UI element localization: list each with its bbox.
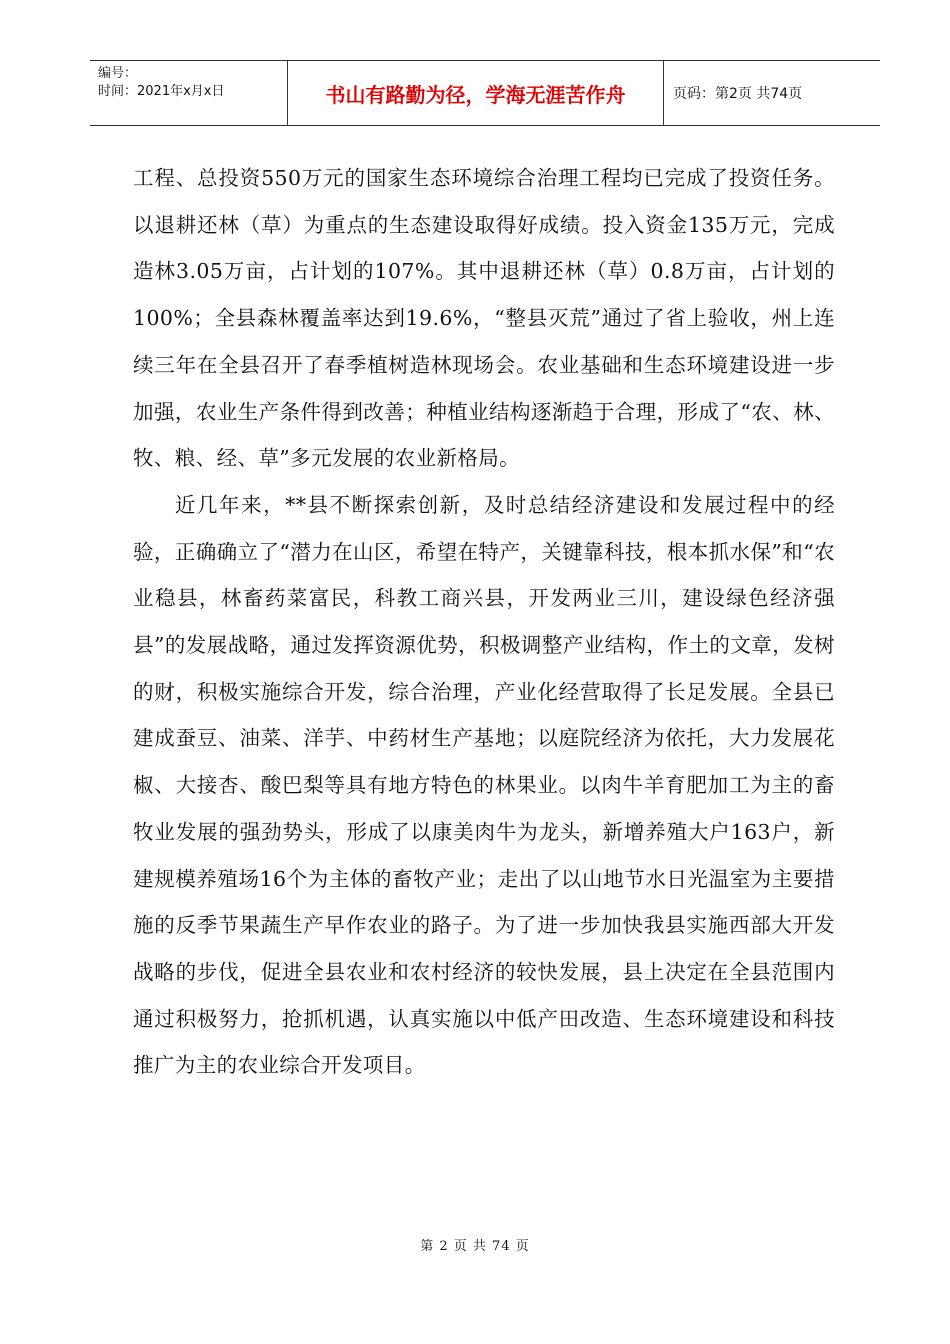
- document-body: [133, 155, 835, 1089]
- body-paragraph-1: 工程、总投资550万元的国家生态环境综合治理工程均已完成了投资任务。以退耕还林（草）为重点的生态建设取得好成绩。投入资金135万元，完成造林3.05万亩，占计划的107%。其中退耕还林（草）0.8万亩，占计划的100%；全县森林覆盖率达到19.6%，“整县灭荒”通过了省上验收，州上连续三年在全县召开了春季植树造林现场会。农业基础和生态环境建设进一步加强，农业生产条件得到改善；种植业结构逐渐趋于合理，形成了“农、林、牧、粮、经、草”多元发展的农业新格局。: [133, 166, 835, 471]
- header-meta: [90, 61, 288, 125]
- header-motto: 书山有路勤为径，学海无涯苦作舟: [288, 61, 664, 125]
- document-time-label: 时间：2021年x月x日: [98, 84, 225, 99]
- document-header: [90, 60, 880, 126]
- page-footer: 第 2 页 共 74 页: [420, 1239, 530, 1254]
- header-page-info: 页码：第2页 共74页: [673, 86, 803, 102]
- document-number-label: 编号：: [98, 66, 138, 81]
- body-paragraph-2: 近几年来，**县不断探索创新，及时总结经济建设和发展过程中的经验，正确确立了“潜力在山区，希望在特产，关键靠科技，根本抓水保”和“农业稳县，林畜药菜富民，科教工商兴县，开发两业三川，建设绿色经济强县”的发展战略，通过发挥资源优势，积极调整产业结构，作土的文章，发树的财，积极实施综合开发，综合治理，产业化经营取得了长足发展。全县已建成蚕豆、油菜、洋芋、中药材生产基地；以庭院经济为依托，大力发展花椒、大接杏、酸巴梨等具有地方特色的林果业。以肉牛羊育肥加工为主的畜牧业发展的强劲势头，形成了以康美肉牛为龙头，新增养殖大户163户，新建规模养殖场16个为主体的畜牧产业；走出了以山地节水日光温室为主要措施的反季节果蔬生产早作农业的路子。为了进一步加快我县实施西部大开发战略的步伐，促进全县农业和农村经济的较快发展，县上决定在全县范围内通过积极努力，抢抓机遇，认真实施以中低产田改造、生态环境建设和科技推广为主的农业综合开发项目。: [133, 492, 835, 1078]
